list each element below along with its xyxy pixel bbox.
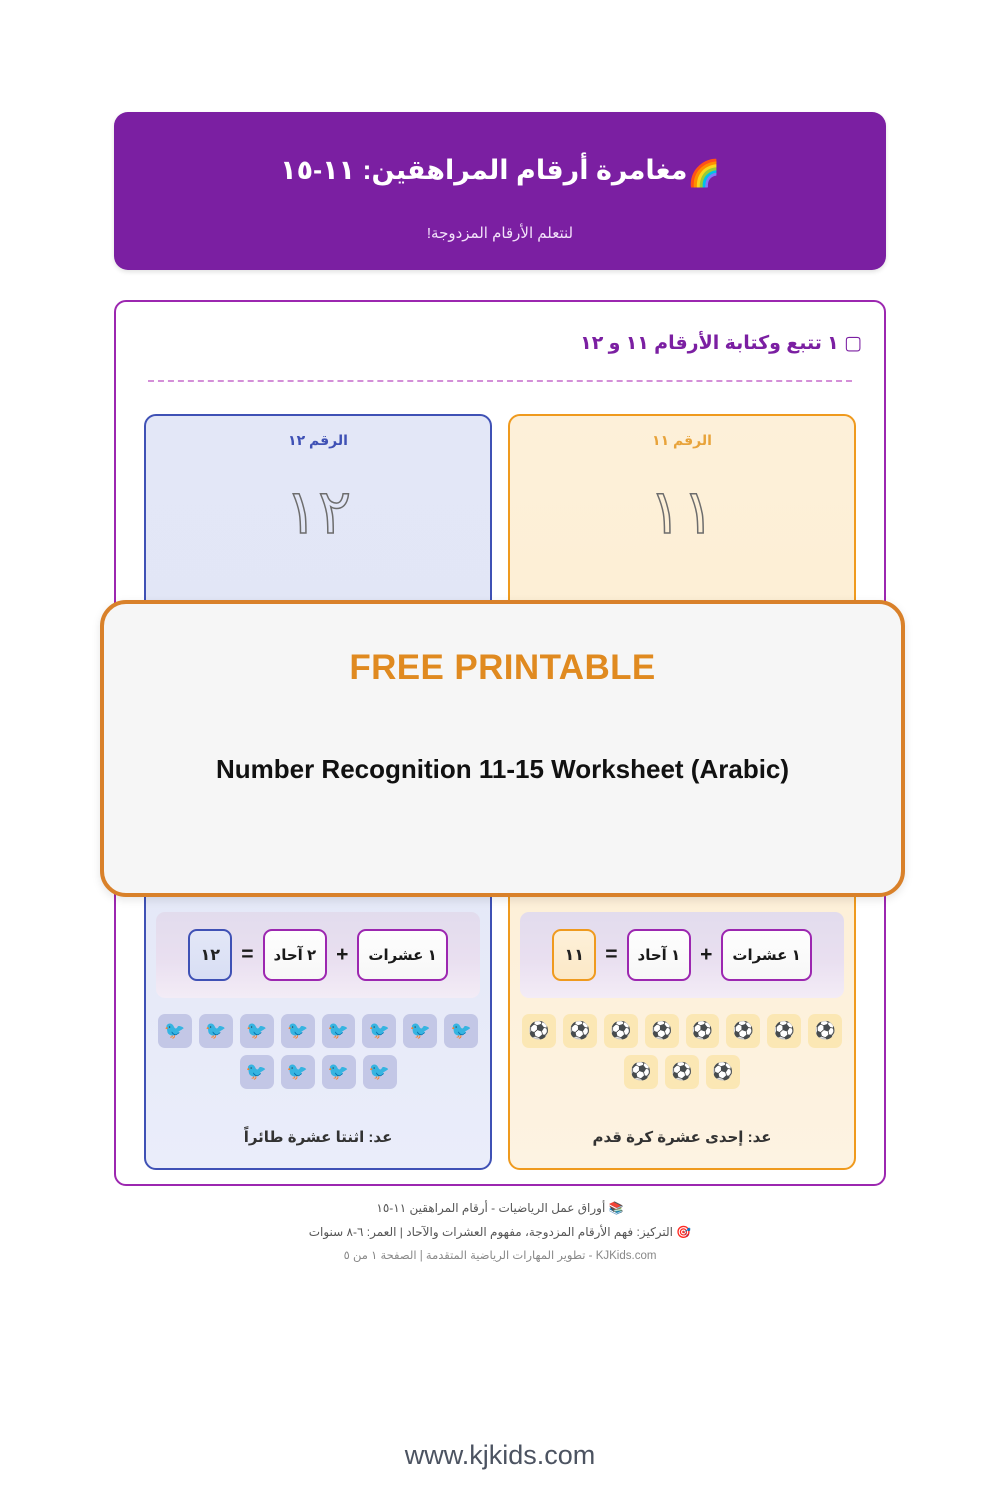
object-tiles-row-2 bbox=[522, 1055, 842, 1089]
overlay-kicker: FREE PRINTABLE bbox=[349, 648, 656, 687]
object-tile: 🐦 bbox=[363, 1055, 397, 1089]
place-value-tens: ١ عشرات bbox=[357, 929, 447, 981]
banner-title-text: مغامرة أرقام المراهقين: ١١-١٥ bbox=[280, 155, 688, 185]
object-tile: ⚽ bbox=[563, 1014, 597, 1048]
banner-subtitle: لنتعلم الأرقام المزدوجة! bbox=[426, 225, 574, 242]
plus-sign: + bbox=[700, 943, 713, 966]
number-card-glyph: ١١ bbox=[648, 475, 716, 548]
number-card-glyph: ١٢ bbox=[284, 475, 352, 548]
object-tile: 🐦 bbox=[322, 1014, 356, 1048]
object-tile: 🐦 bbox=[403, 1014, 437, 1048]
equals-sign: = bbox=[605, 943, 618, 966]
object-tile: 🐦 bbox=[444, 1014, 478, 1048]
object-tile: ⚽ bbox=[767, 1014, 801, 1048]
object-tile: 🐦 bbox=[281, 1014, 315, 1048]
object-tile: ⚽ bbox=[522, 1014, 556, 1048]
section-heading: ▢ ١ تتبع وكتابة الأرقام ١١ و ١٢ bbox=[580, 333, 862, 354]
footer-line-2: 🎯 التركيز: فهم الأرقام المزدوجة، مفهوم العشرات والآحاد | العمر: ٦-٨ سنوات bbox=[308, 1225, 692, 1239]
count-caption: عد: اثنتا عشرة طائراً bbox=[243, 1129, 393, 1146]
number-card-title: الرقم ١٢ bbox=[288, 432, 348, 448]
title-banner bbox=[114, 112, 886, 270]
object-tile: ⚽ bbox=[726, 1014, 760, 1048]
object-tile: ⚽ bbox=[706, 1055, 740, 1089]
overlay-title: Number Recognition 11-15 Worksheet (Arabic) bbox=[215, 754, 790, 784]
plus-sign: + bbox=[336, 943, 349, 966]
object-tiles-group bbox=[522, 1014, 842, 1096]
dashed-divider bbox=[148, 380, 852, 382]
object-tiles-group bbox=[158, 1014, 478, 1096]
object-tile: ⚽ bbox=[686, 1014, 720, 1048]
footer-line-3: KJKids.com - تطوير المهارات الرياضية المتقدمة | الصفحة ١ من ٥ bbox=[343, 1250, 657, 1262]
place-value-tens: ١ عشرات bbox=[721, 929, 811, 981]
object-tile: 🐦 bbox=[240, 1014, 274, 1048]
object-tile: 🐦 bbox=[158, 1014, 192, 1048]
place-value-strip bbox=[156, 912, 480, 998]
object-tile: 🐦 bbox=[199, 1014, 233, 1048]
number-card-title: الرقم ١١ bbox=[652, 432, 712, 448]
object-tile: ⚽ bbox=[645, 1014, 679, 1048]
free-printable-overlay bbox=[100, 600, 905, 897]
equals-sign: = bbox=[241, 943, 254, 966]
place-value-ones: ٢ آحاد bbox=[263, 929, 328, 981]
object-tile: ⚽ bbox=[665, 1055, 699, 1089]
place-value-result: ١٢ bbox=[188, 929, 232, 981]
object-tile: 🐦 bbox=[240, 1055, 274, 1089]
place-value-strip bbox=[520, 912, 844, 998]
object-tile: 🐦 bbox=[281, 1055, 315, 1089]
object-tile: 🐦 bbox=[362, 1014, 396, 1048]
banner-title bbox=[280, 155, 720, 189]
footer-line-1: 📚 أوراق عمل الرياضيات - أرقام المراهقين ١١-١٥ bbox=[376, 1201, 624, 1215]
place-value-ones: ١ آحاد bbox=[627, 929, 692, 981]
site-url: www.kjkids.com bbox=[404, 1440, 596, 1470]
object-tiles-row-2 bbox=[158, 1055, 478, 1089]
object-tile: ⚽ bbox=[624, 1055, 658, 1089]
place-value-result: ١١ bbox=[552, 929, 596, 981]
object-tile: 🐦 bbox=[322, 1055, 356, 1089]
object-tile: ⚽ bbox=[808, 1014, 842, 1048]
count-caption: عد: إحدى عشرة كرة قدم bbox=[592, 1129, 772, 1146]
object-tile: ⚽ bbox=[604, 1014, 638, 1048]
object-tiles-row-1 bbox=[158, 1014, 478, 1048]
rainbow-icon: 🌈 bbox=[687, 158, 720, 188]
worksheet-footer bbox=[0, 1196, 1000, 1268]
object-tiles-row-1 bbox=[522, 1014, 842, 1048]
